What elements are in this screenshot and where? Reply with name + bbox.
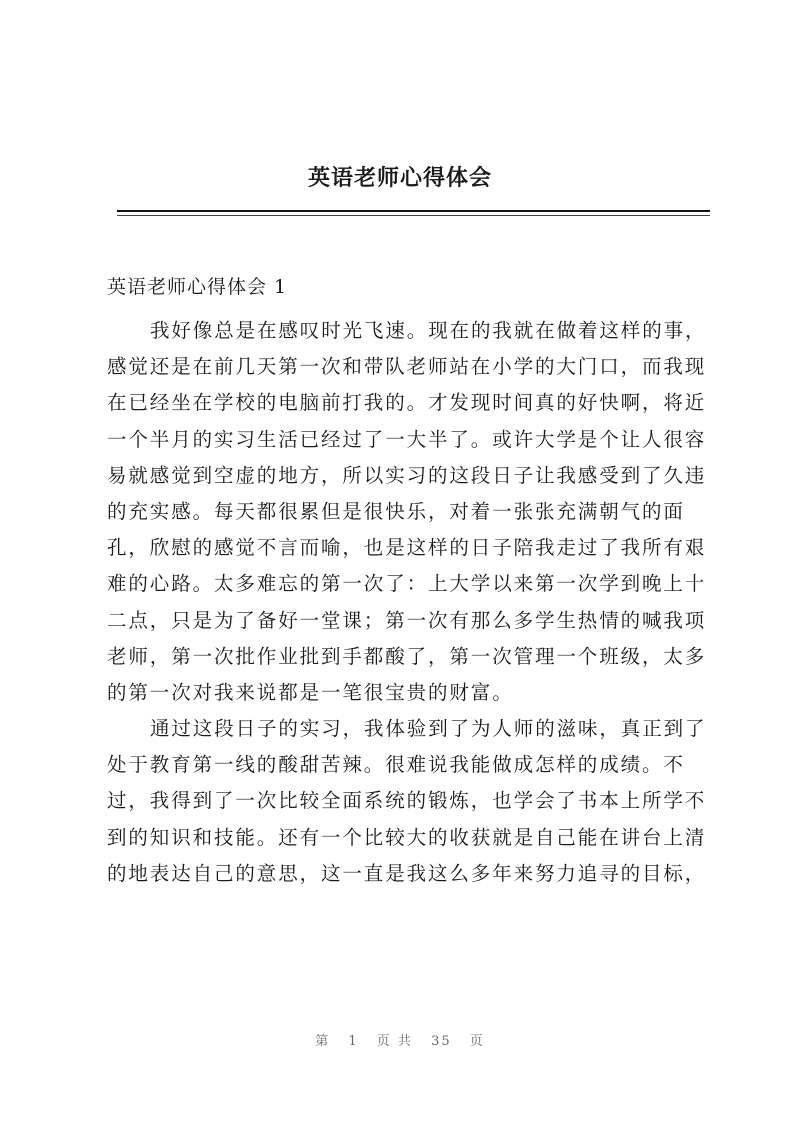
- text-line: 的充实感。每天都很累但是很快乐，对着一张张充满朝气的面: [107, 499, 685, 523]
- title-divider-thin: [117, 215, 710, 216]
- body-text: [107, 313, 713, 892]
- footer-total-pages: 35: [431, 1034, 452, 1049]
- text-line: 一个半月的实习生活已经过了一大半了。或许大学是个让人很容: [107, 427, 707, 451]
- text-line: 在已经坐在学校的电脑前打我的。才发现时间真的好快啊，将近: [107, 391, 707, 415]
- section-heading: 英语老师心得体会 1: [107, 276, 288, 298]
- text-line: 我好像总是在感叹时光飞速。现在的我就在做着这样的事，: [150, 319, 707, 342]
- text-line: 通过这段日子的实习，我体验到了为人师的滋味，真正到了: [150, 717, 707, 741]
- text-line: 到的知识和技能。还有一个比较大的收获就是自己能在讲台上清: [107, 825, 707, 849]
- text-line: 二点，只是为了备好一堂课；第一次有那么多学生热情的喊我项: [107, 608, 707, 632]
- text-line: 难的心路。太多难忘的第一次了：上大学以来第一次学到晚上十: [107, 572, 707, 596]
- text-line: 易就感觉到空虚的地方，所以实习的这段日子让我感受到了久违: [107, 463, 707, 487]
- text-line: 处于教育第一线的酸甜苦辣。很难说我能做成怎样的成绩。不: [107, 753, 685, 777]
- text-line: 孔，欣慰的感觉不言而喻，也是这样的日子陪我走过了我所有艰: [107, 536, 707, 560]
- footer-prefix: 第: [315, 1034, 331, 1049]
- page-footer: [0, 1030, 800, 1049]
- text-line: 的地表达自己的意思，这一直是我这么多年来努力追寻的目标，: [107, 861, 707, 885]
- text-line: 过，我得到了一次比较全面系统的锻炼，也学会了书本上所学不: [107, 789, 707, 813]
- text-line: 老师，第一次批作业批到手都酸了，第一次管理一个班级，太多: [107, 644, 707, 668]
- footer-middle: 页 共: [376, 1034, 413, 1049]
- footer-page-number: 1: [348, 1034, 359, 1049]
- title-divider: [117, 210, 710, 212]
- footer-suffix: 页: [469, 1034, 485, 1049]
- text-line: 感觉还是在前几天第一次和带队老师站在小学的大门口，而我现: [107, 355, 707, 379]
- text-line: 的第一次对我来说都是一笔很宝贵的财富。: [107, 680, 514, 704]
- document-title: 英语老师心得体会: [307, 165, 492, 191]
